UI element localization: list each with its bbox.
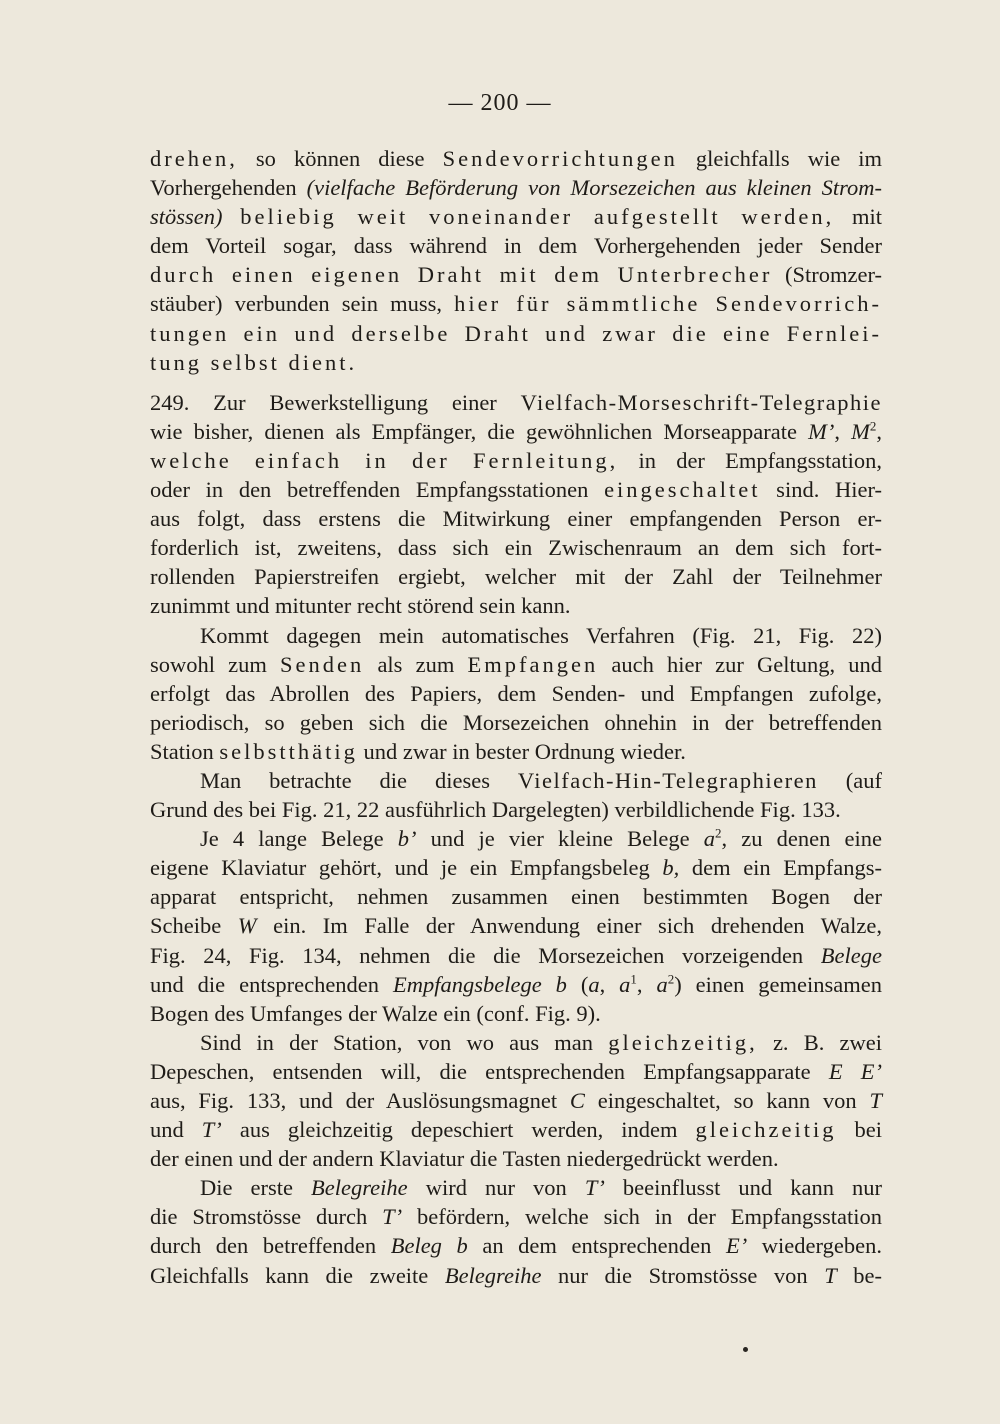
italic-text: E E’ (828, 1058, 883, 1084)
text-segment: aus folgt, dass erstens die Mitwirkung einer empfangenden Person er- (150, 506, 882, 532)
text-line (150, 1086, 882, 1115)
text-line (150, 446, 882, 475)
text-segment: die Stromstösse durch (150, 1204, 383, 1230)
spaced-text: beliebig weit voneinander aufgestellt werden, (240, 204, 835, 230)
spaced-text: tung selbst dient. (150, 349, 358, 375)
spaced-text: durch einen eigenen Draht mit dem Unterbrecher (150, 262, 773, 288)
text-segment: Vorhergehenden (150, 175, 307, 201)
italic-text: T (824, 1262, 837, 1288)
text-segment: , (636, 971, 657, 997)
text-line (150, 289, 882, 318)
text-line (150, 562, 882, 591)
italic-text: T’ (382, 1204, 403, 1230)
text-line (150, 824, 882, 853)
spaced-text: eingeschaltet (604, 477, 761, 503)
text-line (150, 1202, 882, 1231)
page-number: — 200 — (448, 90, 552, 116)
text-segment: sowohl zum (150, 651, 281, 677)
text-segment: , (834, 418, 852, 444)
superscript: 2 (869, 418, 877, 434)
text-line (150, 941, 882, 970)
text-segment: aus gleichzeitig depeschiert werden, indem (221, 1117, 696, 1143)
italic-text: b, (662, 855, 680, 881)
text-segment: nur die Stromstösse von (541, 1262, 825, 1288)
text-line (150, 970, 882, 999)
text-segment: stäuber) verbunden sein muss, (150, 291, 455, 317)
text-segment: aus, Fig. 133, und der Auslösungsmagnet (150, 1088, 570, 1113)
text-segment: durch den betreffenden (150, 1233, 391, 1259)
text-segment: gleichfalls wie im (677, 146, 883, 171)
text-line (150, 231, 882, 260)
text-segment: forderlich ist, zweitens, dass sich ein Zwischenraum an dem sich fort- (150, 535, 882, 561)
italic-text: T’ (584, 1175, 605, 1201)
text-segment: Die erste (200, 1175, 312, 1201)
text-line (150, 1057, 882, 1086)
italic-text: Belegreihe (444, 1262, 542, 1288)
italic-text: a (619, 971, 631, 997)
text-segment: be- (836, 1262, 882, 1288)
text-segment: auch hier zur Geltung, und (598, 651, 882, 677)
text-line (150, 475, 882, 504)
text-segment: und (150, 1117, 202, 1143)
spaced-text: Empfangen (467, 651, 599, 677)
italic-text: a (703, 826, 716, 852)
text-segment: Gleichfalls kann die zweite (150, 1262, 445, 1288)
italic-text: E’ (725, 1233, 748, 1259)
italic-text: W (237, 913, 257, 939)
italic-text: T (869, 1088, 882, 1113)
text-line (150, 319, 882, 348)
spaced-text: gleichzeitig, (608, 1029, 758, 1055)
italic-text: a (588, 971, 600, 997)
italic-text: Belegreihe (311, 1175, 408, 1201)
text-line (150, 1028, 882, 1057)
text-segment: und je vier kleine Belege (416, 826, 704, 852)
text-line (150, 260, 882, 289)
italic-text: stössen) (150, 204, 223, 230)
text-segment: sind. Hier- (760, 477, 883, 503)
text-segment: zunimmt und mitunter recht störend sein kann. (150, 593, 571, 619)
spaced-text: Vielfach-Hin-Telegraphieren (517, 767, 818, 793)
text-segment: an dem entsprechenden (467, 1233, 726, 1259)
section-number-text: 249. Zur Bewerkstelligung einer (150, 389, 521, 415)
spaced-text: welche einfach in der Fernleitung, (150, 447, 619, 473)
text-segment: (auf (817, 767, 882, 793)
text-segment: oder in den betreffenden Empfangsstationen (150, 477, 605, 503)
text-line (150, 795, 882, 824)
text-line (150, 1144, 882, 1173)
italic-text: M’ (808, 418, 835, 444)
spaced-text: tungen ein und derselbe Draht und zwar die eine Fernlei- (150, 320, 882, 346)
text-segment: Station (150, 738, 220, 764)
text-segment: befördern, welche sich in der Empfangsstation (402, 1204, 882, 1230)
text-segment: , (876, 418, 883, 444)
text-segment: wiedergeben. (747, 1233, 882, 1259)
text-segment: erfolgt das Abrollen des Papiers, dem Senden- und Empfangen zufolge, (150, 680, 882, 706)
text-segment: wird nur von (407, 1175, 585, 1201)
italic-text: a (656, 971, 668, 997)
text-line (150, 679, 882, 708)
text-segment: dem ein Empfangs- (679, 855, 883, 881)
ink-speck (743, 1347, 748, 1352)
spaced-text: Senden (280, 651, 365, 677)
text-segment: mit (834, 204, 882, 230)
text-segment: Je 4 lange Belege (200, 826, 398, 852)
text-segment: (Stromzer- (772, 262, 883, 288)
text-segment: Man betrachte die dieses (200, 767, 518, 793)
spaced-text: selbstthätig (219, 738, 358, 764)
italic-text: Belege (820, 942, 882, 968)
superscript: 1 (630, 971, 637, 987)
text-segment: ( (566, 971, 589, 997)
text-segment: der einen und der andern Klaviatur die Tasten niedergedrückt werden. (150, 1146, 779, 1172)
paragraph-gap (150, 377, 882, 388)
spaced-text: drehen, (150, 146, 238, 171)
spaced-text: gleichzeitig (695, 1117, 837, 1143)
text-line (150, 708, 882, 737)
text-line (150, 202, 882, 231)
body-text (150, 144, 882, 1290)
text-segment: so können diese (237, 146, 443, 171)
text-segment: als zum (364, 651, 468, 677)
spaced-text: hier für sämmtliche Sendevorrich- (454, 291, 882, 317)
text-segment: Bogen des Umfanges der Walze ein (conf. Fig. 9). (150, 1000, 601, 1026)
text-line (150, 173, 882, 202)
text-line (150, 1115, 882, 1144)
text-line (150, 882, 882, 911)
text-segment: Depeschen, entsenden will, die entsprechenden Empfangsapparate (150, 1058, 829, 1084)
text-line (150, 348, 882, 377)
text-segment: und die entsprechenden (150, 971, 393, 997)
text-segment: dem Vorteil sogar, dass während in dem Vorhergehenden jeder Sender (150, 233, 882, 259)
text-line (150, 388, 882, 417)
text-segment: Scheibe (150, 913, 238, 939)
text-segment: Sind in der Station, von wo aus man (200, 1029, 609, 1055)
italic-text: Empfangsbelege b (392, 971, 567, 997)
text-segment: beeinflusst und kann nur (604, 1175, 882, 1201)
superscript: 2 (715, 825, 722, 841)
italic-text: Beleg b (390, 1233, 468, 1259)
text-line (150, 1261, 882, 1290)
text-segment: Fig. 24, Fig. 134, nehmen die die Morsezeichen vorzeigenden (150, 942, 821, 968)
spaced-text: Sendevorrichtungen (442, 146, 678, 171)
text-segment (223, 204, 241, 229)
text-line (150, 504, 882, 533)
text-line (150, 650, 882, 679)
text-line (150, 621, 882, 650)
text-segment: eingeschaltet, so kann von (584, 1088, 870, 1113)
text-line (150, 417, 882, 446)
superscript: 2 (667, 971, 675, 987)
text-segment: in der Empfangsstation, (618, 447, 882, 473)
text-segment: ein. Im Falle der Anwendung einer sich drehenden Walze, (256, 913, 882, 939)
text-segment: eigene Klaviatur gehört, und je ein Empfangsbeleg (150, 855, 663, 881)
text-segment: Grund des bei Fig. 21, 22 ausführlich Dargelegten) verbildlichende Fig. 133. (150, 797, 841, 823)
text-line (150, 853, 882, 882)
text-segment: , zu denen eine (721, 826, 882, 852)
text-segment: wie bisher, dienen als Empfänger, die gewöhnlichen Morseapparate (150, 418, 809, 444)
italic-text: T’ (201, 1117, 222, 1143)
text-segment: , (599, 971, 620, 997)
text-line (150, 1231, 882, 1260)
text-line (150, 999, 882, 1028)
text-segment: Kommt dagegen mein automatisches Verfahren (Fig. 21, Fig. 22) (200, 622, 882, 648)
text-segment: rollenden Papierstreifen ergiebt, welcher mit der Zahl der Teilnehmer (150, 564, 882, 590)
text-line (150, 737, 882, 766)
italic-text: b’ (397, 826, 417, 852)
text-segment: apparat entspricht, nehmen zusammen einen bestimmten Bogen der (150, 884, 882, 910)
italic-text: (vielfache Beförderung von Morsezeichen aus kleinen Strom- (306, 175, 883, 201)
italic-text: M (851, 418, 870, 444)
text-line (150, 766, 882, 795)
text-segment: und zwar in bester Ordnung wieder. (357, 738, 686, 764)
text-segment: z. B. zwei (757, 1029, 883, 1055)
text-segment: bei (836, 1117, 882, 1143)
text-segment: periodisch, so geben sich die Morsezeichen ohnehin in der betreffenden (150, 709, 882, 735)
text-line (150, 591, 882, 620)
text-line (150, 144, 882, 173)
text-segment: ) einen gemeinsamen (674, 971, 882, 997)
text-line (150, 1173, 882, 1202)
spaced-text: Vielfach-Morseschrift-Telegraphie (520, 389, 882, 415)
text-line (150, 533, 882, 562)
text-line (150, 911, 882, 940)
italic-text: C (569, 1088, 585, 1113)
